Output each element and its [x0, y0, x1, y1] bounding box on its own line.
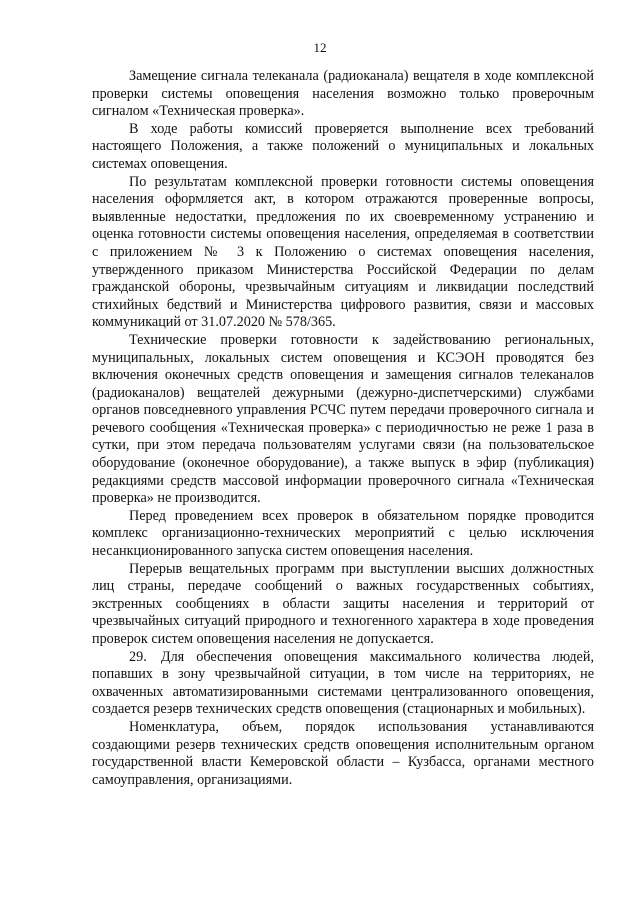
paragraph-signal-replacement: Замещение сигнала телеканала (радиоканала) вещателя в ходе комплексной проверки системы оповещения населения возможно только проверочным сигналом «Техническая проверка».: [92, 68, 594, 120]
paragraph-broadcast-interruption: Перерыв вещательных программ при выступлении высших должностных лиц страны, передаче сообщений о важных государственных событиях, экстренных сообщениях в области защиты населения и территорий от чрезвычайных ситуаций природного и техногенного характера в ходе проведения проверок систем оповещения населения не допускается.: [92, 560, 594, 647]
document-body: [92, 68, 594, 789]
paragraph-item-29: 29. Для обеспечения оповещения максимального количества людей, попавших в зону чрезвычайной ситуации, в том числе на территориях, не охваченных автоматизированными системами централизованного оповещения, создается резерв технических средств оповещения (стационарных и мобильных).: [92, 648, 594, 718]
paragraph-nomenclature: Номенклатура, объем, порядок использования устанавливаются создающими резерв технических средств оповещения исполнительным органом государственной власти Кемеровской области – Кузбасса, органами местного самоуправления, организациями.: [92, 718, 594, 788]
paragraph-check-act: По результатам комплексной проверки готовности системы оповещения населения оформляется акт, в котором отражаются проверенные вопросы, выявленные недостатки, предложения по их своевременному устранению и оценка готовности системы оповещения населения, определяемая в соответствии с приложением № 3 к Положению о системах оповещения населения, утвержденного приказом Министерства Российской Федерации по делам гражданской обороны, чрезвычайным ситуациям и ликвидации последствий стихийных бедствий и Министерства цифрового развития, связи и массовых коммуникаций от 31.07.2020 № 578/365.: [92, 173, 594, 331]
paragraph-technical-checks: Технические проверки готовности к задействованию региональных, муниципальных, локальных систем оповещения и КСЭОН проводятся без включения оконечных средств оповещения и замещения сигналов телеканалов (радиоканалов) вещателей дежурными (дежурно-диспетчерскими) службами органов повседневного управления РСЧС путем передачи проверочного сигнала и речевого сообщения «Техническая проверка» с периодичностью не реже 1 раза в сутки, при этом передача пользователям услугами связи (на пользовательское оборудование (оконечное оборудование), а также выпуск в эфир (публикация) редакциями средств массовой информации проверочного сигнала «Техническая проверка» не производится.: [92, 331, 594, 507]
paragraph-commission-checks: В ходе работы комиссий проверяется выполнение всех требований настоящего Положения, а также положений о муниципальных и локальных системах оповещения.: [92, 120, 594, 172]
paragraph-preparatory-measures: Перед проведением всех проверок в обязательном порядке проводится комплекс организационно-технических мероприятий с целью исключения несанкционированного запуска систем оповещения населения.: [92, 507, 594, 560]
page-number: 12: [313, 40, 327, 55]
